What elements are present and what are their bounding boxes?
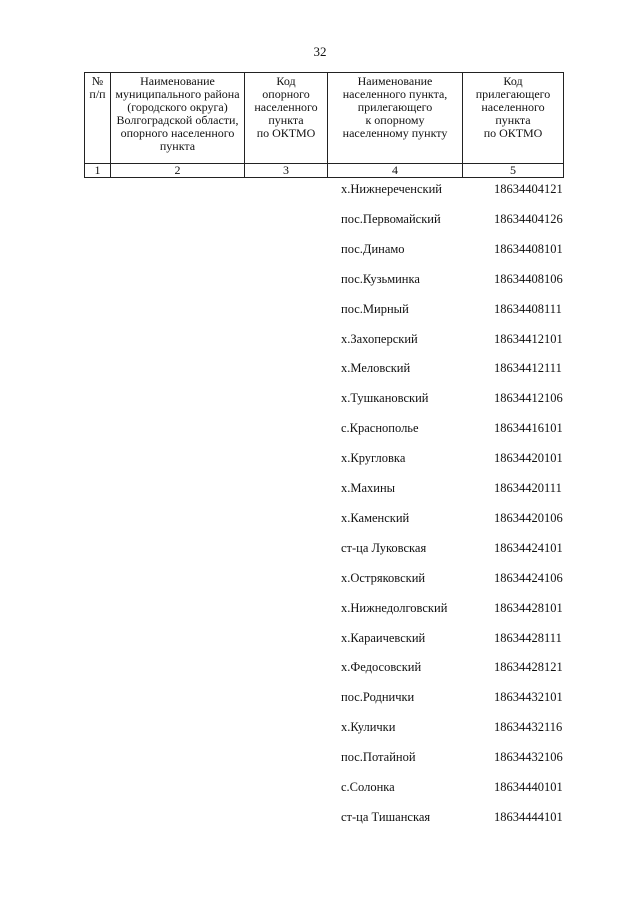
page-number: 32 <box>313 44 327 59</box>
table-row <box>0 601 640 619</box>
settlement-name: с.Краснополье <box>341 421 419 435</box>
settlement-name: с.Солонка <box>341 780 395 794</box>
table-row <box>0 631 640 649</box>
oktmo-code: 18634416101 <box>494 421 563 435</box>
settlement-name: пос.Мирный <box>341 302 409 316</box>
header-row <box>85 73 564 164</box>
settlement-name: пос.Кузьминка <box>341 272 420 286</box>
settlement-name: х.Меловский <box>341 361 411 375</box>
oktmo-code: 18634440101 <box>494 780 563 794</box>
oktmo-code: 18634428121 <box>494 660 563 674</box>
oktmo-code: 18634420101 <box>494 451 563 465</box>
header-adjacent-name: Наименование населенного пункта, прилегающего к опорному населенному пункту <box>328 73 463 164</box>
table-row <box>0 361 640 379</box>
settlement-name: х.Федосовский <box>341 660 422 674</box>
oktmo-code: 18634404126 <box>494 212 563 226</box>
oktmo-code: 18634408106 <box>494 272 563 286</box>
oktmo-code: 18634424106 <box>494 571 563 585</box>
oktmo-code: 18634412101 <box>494 332 563 346</box>
oktmo-code: 18634408111 <box>494 302 562 316</box>
table-row <box>0 451 640 469</box>
table-row <box>0 541 640 559</box>
oktmo-code: 18634420106 <box>494 511 563 525</box>
table-row <box>0 571 640 589</box>
settlement-name: х.Нижнедолговский <box>341 601 448 615</box>
oktmo-code: 18634428101 <box>494 601 563 615</box>
oktmo-code: 18634408101 <box>494 242 563 256</box>
oktmo-code: 18634424101 <box>494 541 563 555</box>
oktmo-code: 18634432106 <box>494 750 563 764</box>
table-row <box>0 302 640 320</box>
table-row <box>0 780 640 798</box>
settlement-name: х.Кругловка <box>341 451 406 465</box>
settlement-name: х.Захоперский <box>341 332 418 346</box>
oktmo-code: 18634412111 <box>494 361 562 375</box>
oktmo-code: 18634432116 <box>494 720 563 734</box>
table-row <box>0 750 640 768</box>
table-row <box>0 332 640 350</box>
table-row <box>0 391 640 409</box>
header-adjacent-code: Код прилегающего населенного пункта по ОКТМО <box>463 73 564 164</box>
settlement-name: х.Кулички <box>341 720 396 734</box>
table-row <box>0 272 640 290</box>
settlement-name: ст-ца Тишанская <box>341 810 431 824</box>
settlement-name: пос.Потайной <box>341 750 416 764</box>
settlement-name: х.Караичевский <box>341 631 426 645</box>
column-number: 4 <box>328 164 463 178</box>
column-number: 5 <box>463 164 564 178</box>
header-hub-code: Код опорного населенного пункта по ОКТМО <box>245 73 328 164</box>
table-row <box>0 242 640 260</box>
oktmo-code: 18634412106 <box>494 391 563 405</box>
settlement-name: х.Остряковский <box>341 571 426 585</box>
oktmo-code: 18634444101 <box>494 810 563 824</box>
table-row <box>0 511 640 529</box>
oktmo-code: 18634432101 <box>494 690 563 704</box>
table-row <box>0 182 640 200</box>
column-number: 1 <box>85 164 111 178</box>
table-header <box>84 72 564 178</box>
table-row <box>0 481 640 499</box>
table-row <box>0 720 640 738</box>
oktmo-code: 18634428111 <box>494 631 562 645</box>
column-number: 3 <box>245 164 328 178</box>
column-number-row <box>85 164 564 178</box>
table-row <box>0 212 640 230</box>
header-district: Наименование муниципального района (городского округа) Волгоградской области, опорного населенного пункта <box>111 73 245 164</box>
settlement-name: х.Нижнереченский <box>341 182 442 196</box>
oktmo-code: 18634420111 <box>494 481 562 495</box>
table-row <box>0 690 640 708</box>
table-row <box>0 421 640 439</box>
table-row <box>0 660 640 678</box>
column-number: 2 <box>111 164 245 178</box>
settlement-name: х.Махины <box>341 481 396 495</box>
table-row <box>0 810 640 828</box>
oktmo-code: 18634404121 <box>494 182 563 196</box>
settlement-name: пос.Динамо <box>341 242 405 256</box>
header-number: № п/п <box>85 73 111 164</box>
settlement-name: пос.Первомайский <box>341 212 441 226</box>
settlement-name: х.Тушкановский <box>341 391 429 405</box>
settlement-name: ст-ца Луковская <box>341 541 427 555</box>
settlement-name: х.Каменский <box>341 511 410 525</box>
settlement-name: пос.Роднички <box>341 690 415 704</box>
